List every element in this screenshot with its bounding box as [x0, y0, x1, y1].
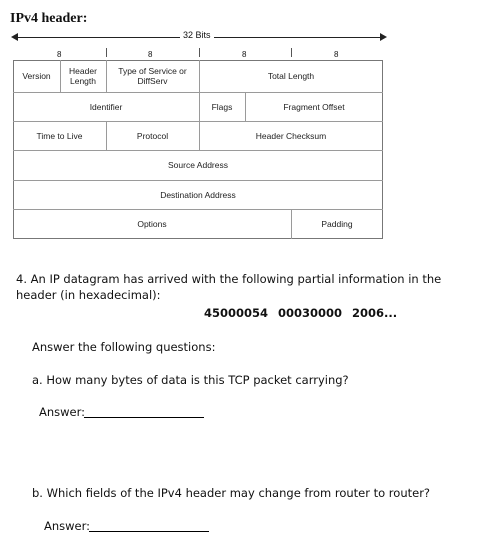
arrow-right-icon	[380, 33, 387, 41]
answer-b-label: Answer:	[44, 519, 91, 533]
field-version: Version	[22, 71, 51, 81]
field-time-to-live: Time to Live	[36, 130, 83, 141]
instruction-text: Answer the following questions:	[32, 340, 216, 354]
field-fragment-offset: Fragment Offset	[283, 101, 345, 112]
question-a: a. How many bytes of data is this TCP packet carrying?	[32, 373, 349, 387]
field-options: Options	[137, 219, 167, 229]
answer-b-line[interactable]	[89, 531, 209, 532]
field-identifier: Identifier	[89, 101, 123, 112]
field-header-length: Header Length	[69, 66, 97, 86]
field-destination-address: Destination Address	[160, 189, 236, 200]
field-padding: Padding	[321, 219, 353, 229]
question-4-intro: 4. An IP datagram has arrived with the following partial information in the header (in hexadecimal):	[16, 272, 442, 302]
hex-header-values: 45000054 00030000 2006...	[204, 306, 398, 320]
octet-label: 8	[242, 50, 247, 59]
field-source-address: Source Address	[167, 160, 228, 170]
field-flags: Flags	[211, 101, 233, 112]
octet-tick	[291, 48, 292, 57]
answer-a-line[interactable]	[84, 417, 204, 418]
bits-label: 32 Bits	[180, 30, 214, 40]
field-header-checksum: Header Checksum	[255, 130, 327, 141]
octet-label: 8	[148, 50, 153, 59]
answer-a-label: Answer:	[39, 405, 86, 419]
octet-tick	[106, 48, 107, 57]
field-total-length: Total Length	[267, 71, 315, 81]
page-title: IPv4 header:	[10, 11, 88, 26]
field-protocol: Protocol	[136, 130, 169, 141]
octet-label: 8	[334, 50, 339, 59]
octet-tick	[199, 48, 200, 57]
field-type-of-service: Type of Service or DiffServ	[118, 66, 187, 86]
arrow-left-icon	[11, 33, 18, 41]
question-b: b. Which fields of the IPv4 header may change from router to router?	[32, 486, 431, 500]
octet-label: 8	[57, 50, 62, 59]
